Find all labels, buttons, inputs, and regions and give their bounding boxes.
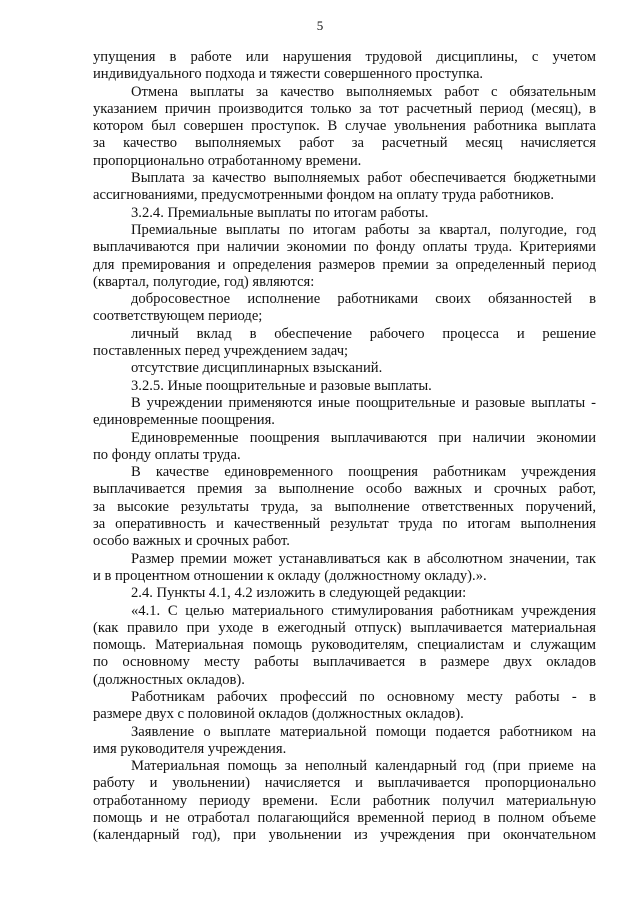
text-line: особо важных и срочных работ. <box>93 533 290 550</box>
text-line: выплачиваются при наличии экономии по фонду оплаты труда. Критериями <box>93 239 596 256</box>
document-body <box>93 49 596 845</box>
text-line: (как правило при уходе в ежегодный отпуск) выплачивается материальная <box>93 619 596 636</box>
text-line: отсутствие дисциплинарных взысканий. <box>131 360 383 377</box>
text-line: 3.2.4. Премиальные выплаты по итогам работы. <box>131 204 429 221</box>
text-line: за оперативность и качественный результат труда по итогам выполнения <box>93 516 596 533</box>
text-line: помощь. Материальная помощь руководителям, специалистам и служащим <box>93 637 596 654</box>
text-line: и в процентном отношении к окладу (должностному окладу).». <box>93 567 487 584</box>
text-line: 3.2.5. Иные поощрительные и разовые выплаты. <box>131 377 432 394</box>
text-line: имя руководителя учреждения. <box>93 740 287 757</box>
text-line: соответствующем периоде; <box>93 308 263 325</box>
text-line: пропорционально отработанному времени. <box>93 152 362 169</box>
text-line: личный вклад в обеспечение рабочего процесса и решение <box>131 325 596 342</box>
text-line: указанием причин производится только за тот расчетный период (месяц), в <box>93 100 596 117</box>
text-line: В учреждении применяются иные поощрительные и разовые выплаты - <box>131 394 596 411</box>
text-line: за высокие результаты труда, за выполнение ответственных поручений, <box>93 498 596 515</box>
text-line: Выплата за качество выполняемых работ обеспечивается бюджетными <box>131 170 596 187</box>
text-line: для премирования и определения размеров премии за определенный период <box>93 256 596 273</box>
text-line: добросовестное исполнение работниками своих обязанностей в <box>131 291 596 308</box>
text-line: работу и увольнении) начисляется и выплачивается пропорционально <box>93 775 596 792</box>
text-line: ассигнованиями, предусмотренными фондом на оплату труда работников. <box>93 187 555 204</box>
text-line: отработанному периоду времени. Если работник получил материальную <box>93 792 596 809</box>
text-line: Работникам рабочих профессий по основному месту работы - в <box>131 688 596 705</box>
text-line: (квартал, полугодие, год) являются: <box>93 273 315 290</box>
text-line: Премиальные выплаты по итогам работы за квартал, полугодие, год <box>131 221 596 238</box>
text-line: индивидуального подхода и тяжести совершенного проступка. <box>93 66 484 83</box>
text-line: Отмена выплаты за качество выполняемых работ с обязательным <box>131 83 596 100</box>
text-line: за качество выполняемых работ за расчетный месяц начисляется <box>93 135 596 152</box>
text-line: (должностных окладов). <box>93 671 245 688</box>
text-line: 2.4. Пункты 4.1, 4.2 изложить в следующей редакции: <box>131 585 467 602</box>
text-line: Размер премии может устанавливаться как в абсолютном значении, так <box>131 550 596 567</box>
text-line: «4.1. С целью материального стимулирования работникам учреждения <box>131 602 596 619</box>
text-line: по основному месту работы выплачивается в размере двух окладов <box>93 654 596 671</box>
text-line: поставленных перед учреждением задач; <box>93 343 349 360</box>
text-line: Заявление о выплате материальной помощи подается работником на <box>131 723 596 740</box>
text-line: упущения в работе или нарушения трудовой дисциплины, с учетом <box>93 49 596 65</box>
text-line: котором был совершен проступок. В случае увольнения работника выплата <box>93 118 596 135</box>
text-line: Материальная помощь за неполный календарный год (при приеме на <box>131 758 596 775</box>
text-line: помощь и не отработал полагающийся временной период в полном объеме <box>93 810 596 827</box>
text-line: по фонду оплаты труда. <box>93 446 241 463</box>
text-line: размере двух с половиной окладов (должностных окладов). <box>93 706 464 723</box>
text-line: выплачивается премия за выполнение особо важных и срочных работ, <box>93 481 596 498</box>
page-number: 5 <box>316 18 324 33</box>
text-line: единовременные поощрения. <box>93 412 275 429</box>
text-line: В качестве единовременного поощрения работникам учреждения <box>131 464 596 481</box>
text-line: (календарный год), при увольнении из учреждения при окончательном <box>93 827 596 844</box>
text-line: Единовременные поощрения выплачиваются при наличии экономии <box>131 429 596 446</box>
